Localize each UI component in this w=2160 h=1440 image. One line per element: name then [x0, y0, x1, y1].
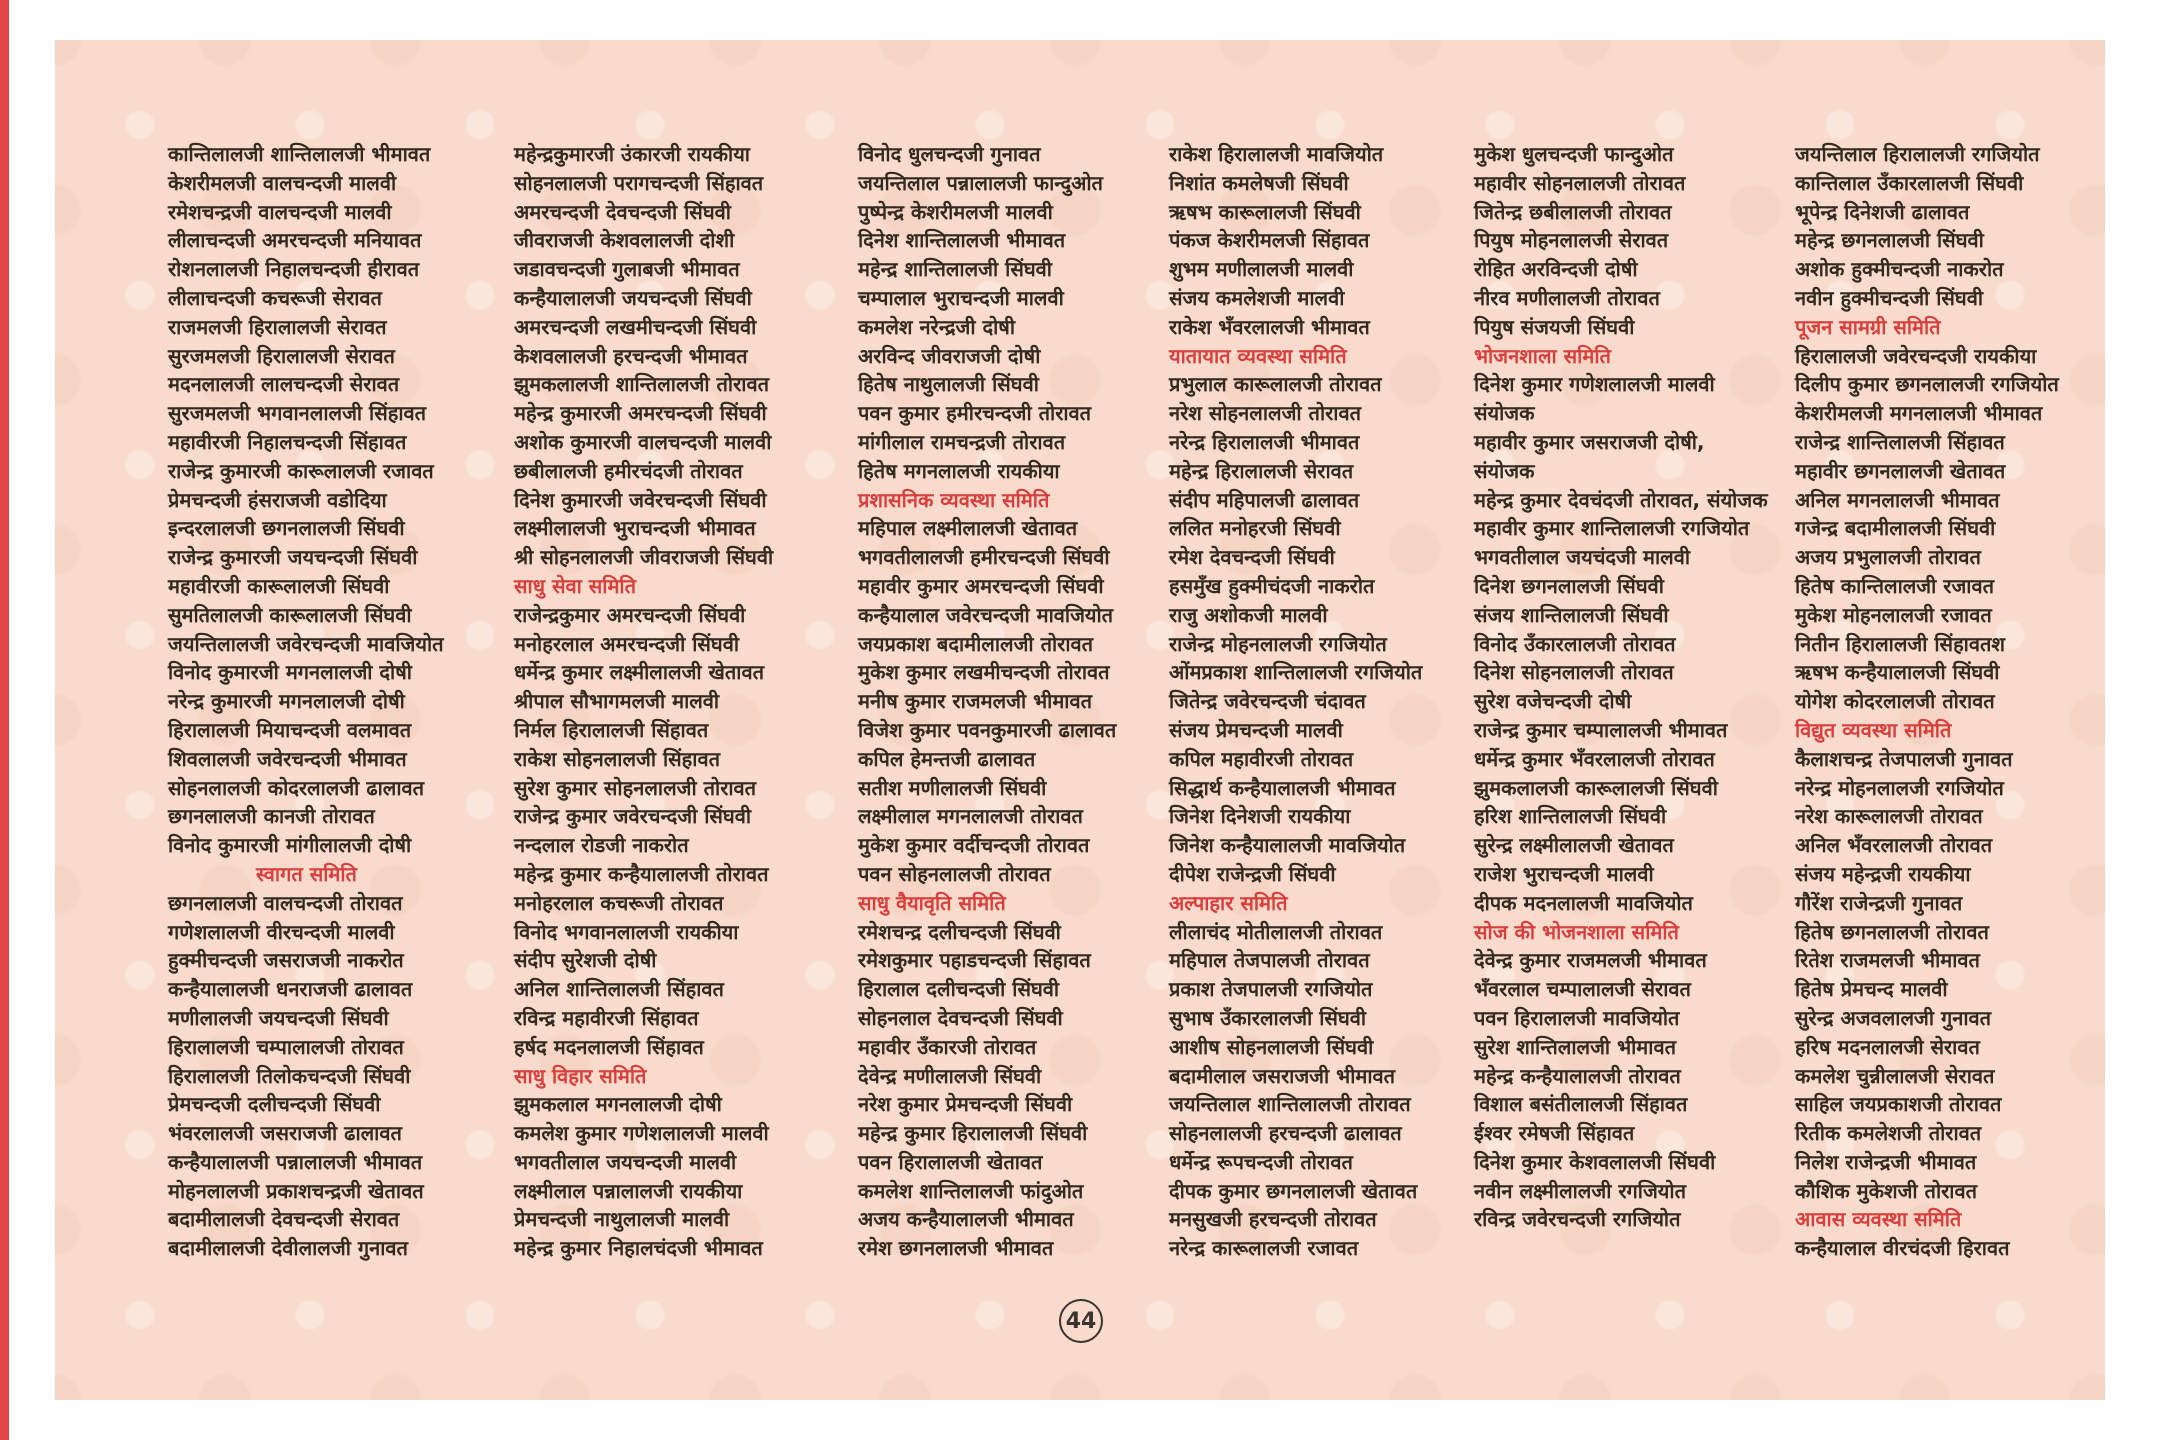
member-name: राजेश भुराचन्दजी मालवी — [1474, 861, 1654, 886]
member-name: रमेशचन्द्र दलीचन्दजी सिंघवी — [858, 919, 1061, 944]
member-name: हितेष कान्तिलालजी रजावत — [1795, 573, 1995, 598]
member-name: नरेन्द्र कारूलालजी रजावत — [1169, 1236, 1359, 1261]
member-name: जयप्रकाश बदामीलालजी तोरावत — [858, 631, 1094, 656]
member-name: संजय महेन्द्रजी रायकीया — [1795, 861, 1971, 886]
committee-heading: यातायात व्यवस्था समिति — [1169, 343, 1347, 368]
member-name: राजेन्द्र कुमारजी कारूलालजी रजावत — [168, 458, 434, 483]
member-name: प्रेमचन्दजी हंसराजजी वडोदिया — [168, 487, 387, 512]
member-name: पुष्पेन्द्र केशरीमलजी मालवी — [858, 199, 1053, 224]
member-name: बदामीलालजी देवचन्दजी सेरावत — [168, 1207, 400, 1232]
member-name: सोहनलालजी परागचन्दजी सिंहावत — [514, 170, 764, 195]
member-name: रितीक कमलेशजी तोरावत — [1795, 1121, 1982, 1146]
member-name: संयोजक — [1474, 458, 1535, 483]
member-name: रमेशचन्द्रजी वालचन्दजी मालवी — [168, 199, 392, 224]
member-name: महावीरजी कारूलालजी सिंघवी — [168, 573, 390, 598]
committee-heading: भोजनशाला समिति — [1474, 343, 1611, 368]
member-name: बदामीलालजी देवीलालजी गुनावत — [168, 1236, 408, 1261]
member-name: राजमलजी हिरालालजी सेरावत — [168, 314, 387, 339]
member-name: देवेन्द्र कुमार राजमलजी भीमावत — [1474, 948, 1707, 973]
member-name: कान्तिलालजी शान्तिलालजी भीमावत — [168, 142, 431, 166]
committee-heading: साधु विहार समिति — [514, 1063, 647, 1088]
member-name: अशोक हुक्मीचन्दजी नाकरोत — [1795, 257, 2004, 282]
member-name: महेन्द्र कुमार निहालचंदजी भीमावत — [514, 1236, 763, 1261]
member-name: संदीप महिपालजी ढालावत — [1169, 487, 1360, 512]
member-name: छगनलालजी कानजी तोरावत — [168, 804, 375, 829]
member-name: महेन्द्र कुमार कन्हैयालालजी तोरावत — [514, 861, 769, 886]
member-name: मनोहरलाल कचरूजी तोरावत — [514, 890, 724, 915]
member-name: अजय प्रभुलालजी तोरावत — [1795, 545, 1981, 570]
member-name: दिनेश सोहनलालजी तोरावत — [1474, 660, 1674, 685]
member-name: महेन्द्र कुमारजी अमरचन्दजी सिंघवी — [514, 401, 767, 426]
member-name: विनोद कुमारजी मांगीलालजी दोषी — [168, 833, 412, 858]
member-name: दिनेश कुमार केशवलालजी सिंघवी — [1474, 1149, 1716, 1174]
member-name: महिपाल तेजपालजी तोरावत — [1169, 948, 1370, 973]
member-name: विनोद भगवानलालजी रायकीया — [514, 919, 739, 944]
member-name: सुरजमलजी हिरालालजी सेरावत — [168, 343, 395, 368]
member-name: रमेशकुमार पहाडचन्दजी सिंहावत — [858, 948, 1091, 973]
member-name: मणीलालजी जयचन्दजी सिंघवी — [168, 1005, 389, 1030]
member-name: कपिल हेमन्तजी ढालावत — [858, 746, 1036, 771]
member-name: ओंमप्रकाश शान्तिलालजी रगजियोत — [1169, 660, 1423, 685]
member-name: कमलेश चुन्नीलालजी सेरावत — [1795, 1063, 1995, 1088]
member-name: महेन्द्र हिरालालजी सेरावत — [1169, 458, 1354, 483]
member-name: रविन्द्र जवेरचन्दजी रगजियोत — [1474, 1207, 1681, 1232]
member-name: जीवराजजी केशवलालजी दोशी — [514, 228, 735, 253]
member-name: जितेन्द्र छबीलालजी तोरावत — [1474, 199, 1672, 224]
member-name: जयन्तिलाल पन्नालालजी फान्दुओत — [858, 170, 1103, 195]
member-name: लीलाचन्दजी अमरचन्दजी मनियावत — [168, 228, 422, 253]
member-name: मनसुखजी हरचन्दजी तोरावत — [1169, 1207, 1377, 1232]
committee-heading: साधु वैयावृति समिति — [858, 890, 1006, 915]
member-name: कौशिक मुकेशजी तोरावत — [1795, 1178, 1978, 1203]
member-name: इन्दरलालजी छगनलालजी सिंघवी — [168, 516, 405, 541]
member-name: हरिश शान्तिलालजी सिंघवी — [1474, 804, 1667, 829]
member-name: नरेन्द्र मोहनलालजी रगजियोत — [1795, 775, 2004, 800]
member-name: पियुष संजयजी सिंघवी — [1474, 314, 1635, 339]
member-name: अनिल मगनलालजी भीमावत — [1795, 487, 2000, 512]
member-name: केशवलालजी हरचन्दजी भीमावत — [514, 343, 748, 368]
member-name: जयन्तिलाल हिरालालजी रगजियोत — [1795, 142, 2040, 166]
member-name: गणेशलालजी वीरचन्दजी मालवी — [168, 919, 395, 944]
page-edge-red-strip — [0, 0, 9, 1440]
member-name: सुरेन्द्र अजवलालजी गुनावत — [1795, 1005, 1992, 1030]
member-name: महेन्द्र कन्हैयालालजी तोरावत — [1474, 1063, 1681, 1088]
member-name: मनोहरलाल अमरचन्दजी सिंघवी — [514, 631, 740, 656]
committee-heading: सोज की भोजनशाला समिति — [1474, 919, 1679, 944]
member-name: राजु अशोकजी मालवी — [1169, 602, 1328, 627]
member-name: हितेष प्रेमचन्द मालवी — [1795, 977, 1948, 1002]
member-name: हितेष मगनलालजी रायकीया — [858, 458, 1060, 483]
member-name: दीपक मदनलालजी मावजियोत — [1474, 890, 1693, 915]
member-name: मुकेश धुलचन्दजी फान्दुओत — [1474, 142, 1674, 166]
member-name: सुरेन्द्र लक्ष्मीलालजी खेतावत — [1474, 833, 1674, 858]
member-name: महेन्द्र शान्तिलालजी सिंघवी — [858, 257, 1052, 282]
member-name: मुकेश मोहनलालजी रजावत — [1795, 602, 1992, 627]
member-name: राजेन्द्र कुमार जवेरचन्दजी सिंघवी — [514, 804, 752, 829]
name-column — [168, 140, 444, 1263]
member-name: मदनलालजी लालचन्दजी सेरावत — [168, 372, 400, 397]
member-name: सुमतिलालजी कारूलालजी सिंघवी — [168, 602, 412, 627]
member-name: छगनलालजी वालचन्दजी तोरावत — [168, 890, 403, 915]
member-name: महेन्द्र कुमार देवचंदजी तोरावत, संयोजक — [1474, 487, 1768, 512]
member-name: लक्ष्मीलाल पन्नालालजी रायकीया — [514, 1178, 743, 1203]
name-column — [1795, 140, 2059, 1263]
member-name: सुरेश शान्तिलालजी भीमावत — [1474, 1034, 1676, 1059]
member-name: नरेन्द्र कुमारजी मगनलालजी दोषी — [168, 689, 405, 714]
member-name: अमरचन्दजी लखमीचन्दजी सिंघवी — [514, 314, 757, 339]
member-name: हिरालालजी मियाचन्दजी वलमावत — [168, 717, 412, 742]
member-name: भंवरलालजी जसराजजी ढालावत — [168, 1121, 402, 1146]
member-name: प्रेमचन्दजी दलीचन्दजी सिंघवी — [168, 1092, 381, 1117]
member-name: गौरेंश राजेन्द्रजी गुनावत — [1795, 890, 1963, 915]
member-name: राजेन्द्र कुमारजी जयचन्दजी सिंघवी — [168, 545, 418, 570]
member-name: पवन हिरालालजी खेतावत — [858, 1149, 1043, 1174]
member-name: महावीर कुमार शान्तिलालजी रगजियोत — [1474, 516, 1750, 541]
member-name: देवेन्द्र मणीलालजी सिंघवी — [858, 1063, 1042, 1088]
member-name: केशरीमलजी मगनलालजी भीमावत — [1795, 401, 2043, 426]
member-name: विनोद धुलचन्दजी गुनावत — [858, 142, 1041, 166]
member-name: आशीष सोहनलालजी सिंघवी — [1169, 1034, 1374, 1059]
page-panel — [55, 40, 2105, 1400]
member-name: निर्मल हिरालालजी सिंहावत — [514, 717, 709, 742]
member-name: कन्हैयालालजी जयचन्दजी सिंघवी — [514, 285, 752, 310]
member-name: संदीप सुरेशजी दोषी — [514, 948, 657, 973]
member-name: विनोद कुमारजी मगनलालजी दोषी — [168, 660, 412, 685]
member-name: कैलाशचन्द्र तेजपालजी गुनावत — [1795, 746, 2013, 771]
member-name: दीपेश राजेन्द्रजी सिंघवी — [1169, 861, 1336, 886]
member-name: भगवतीलाल जयचन्दजी मालवी — [514, 1149, 737, 1174]
member-name: निलेश राजेन्द्रजी भीमावत — [1795, 1149, 1977, 1174]
member-name: छबीलालजी हमीरचंदजी तोरावत — [514, 458, 743, 483]
member-name: सोहनलाल देवचन्दजी सिंघवी — [858, 1005, 1063, 1030]
member-name: सिद्धार्थ कन्हैयालालजी भीमावत — [1169, 775, 1396, 800]
member-name: हसमुँख हुक्मीचंदजी नाकरोत — [1169, 573, 1375, 598]
member-name: कपिल महावीरजी तोरावत — [1169, 746, 1354, 771]
member-name: लक्ष्मीलालजी भुराचन्दजी भीमावत — [514, 516, 756, 541]
member-name: संयोजक — [1474, 401, 1535, 426]
member-name: विशाल बसंतीलालजी सिंहावत — [1474, 1092, 1688, 1117]
member-name: जिनेश दिनेशजी रायकीया — [1169, 804, 1351, 829]
member-name: ऋषभ कारूलालजी सिंघवी — [1169, 199, 1361, 224]
member-name: मोहनलालजी प्रकाशचन्द्रजी खेतावत — [168, 1178, 424, 1203]
member-name: हरिष मदनलालजी सेरावत — [1795, 1034, 1980, 1059]
member-name: दिलीप कुमार छगनलालजी रगजियोत — [1795, 372, 2059, 397]
member-name: अनिल शान्तिलालजी सिंहावत — [514, 977, 724, 1002]
member-name: विनोद उँकारलालजी तोरावत — [1474, 631, 1676, 656]
member-name: सोहनलालजी हरचन्दजी ढालावत — [1169, 1121, 1402, 1146]
committee-heading: प्रशासनिक व्यवस्था समिति — [858, 487, 1050, 512]
member-name: रमेश देवचन्दजी सिंघवी — [1169, 545, 1335, 570]
member-name: दिनेश कुमार गणेशलालजी मालवी — [1474, 372, 1715, 397]
member-name: राकेश सोहनलालजी सिंहावत — [514, 746, 721, 771]
member-name: महेन्द्र छगनलालजी सिंघवी — [1795, 228, 1984, 253]
member-name: पवन सोहनलालजी तोरावत — [858, 861, 1051, 886]
page-number-badge — [1059, 1299, 1103, 1343]
member-name: पंकज केशरीमलजी सिंहावत — [1169, 228, 1370, 253]
member-name: जडावचन्दजी गुलाबजी भीमावत — [514, 257, 740, 282]
member-name: रविन्द्र महावीरजी सिंहावत — [514, 1005, 699, 1030]
member-name: केशरीमलजी वालचन्दजी मालवी — [168, 170, 397, 195]
member-name: संजय शान्तिलालजी सिंघवी — [1474, 602, 1669, 627]
member-name: हितेष छगनलालजी तोरावत — [1795, 919, 1989, 944]
member-name: हुक्मीचन्दजी जसराजजी नाकरोत — [168, 948, 404, 973]
member-name: लक्ष्मीलाल मगनलालजी तोरावत — [858, 804, 1083, 829]
committee-heading: साधु सेवा समिति — [514, 573, 636, 598]
member-name: महावीर छगनलालजी खेतावत — [1795, 458, 2006, 483]
member-name: अशोक कुमारजी वालचन्दजी मालवी — [514, 429, 772, 454]
name-column — [514, 140, 773, 1263]
member-name: पवन हिरालालजी मावजियोत — [1474, 1005, 1680, 1030]
member-name: महावीर कुमार जसराजजी दोषी, — [1474, 429, 1705, 454]
name-column — [1169, 140, 1422, 1263]
member-name: महावीरजी निहालचन्दजी सिंहावत — [168, 429, 407, 454]
member-name: चम्पालाल भुराचन्दजी मालवी — [858, 285, 1064, 310]
member-name: नवीन हुक्मीचन्दजी सिंघवी — [1795, 285, 1984, 310]
member-name: महेन्द्रकुमारजी उंकारजी रायकीया — [514, 142, 750, 166]
member-name: सुरेश कुमार सोहनलालजी तोरावत — [514, 775, 757, 800]
member-name: राजेन्द्र मोहनलालजी रगजियोत — [1169, 631, 1387, 656]
member-name: निशांत कमलेषजी सिंघवी — [1169, 170, 1349, 195]
member-name: रोहित अरविन्दजी दोषी — [1474, 257, 1638, 282]
member-name: मांगीलाल रामचन्द्रजी तोरावत — [858, 429, 1066, 454]
member-name: महावीर उँकारजी तोरावत — [858, 1034, 1037, 1059]
member-name: झुमकलाल मगनलालजी दोषी — [514, 1092, 722, 1117]
member-name: दिनेश शान्तिलालजी भीमावत — [858, 228, 1066, 253]
member-name: महावीर सोहनलालजी तोरावत — [1474, 170, 1686, 195]
member-name: अमरचन्दजी देवचन्दजी सिंघवी — [514, 199, 731, 224]
member-name: जितेन्द्र जवेरचन्दजी चंदावत — [1169, 689, 1366, 714]
member-name: बदामीलाल जसराजजी भीमावत — [1169, 1063, 1396, 1088]
member-name: जयन्तिलाल शान्तिलालजी तोरावत — [1169, 1092, 1411, 1117]
member-name: योगेश कोदरलालजी तोरावत — [1795, 689, 1995, 714]
committee-heading: आवास व्यवस्था समिति — [1795, 1207, 1962, 1232]
member-name: कन्हैयालालजी पन्नालालजी भीमावत — [168, 1149, 423, 1174]
member-name: राकेश हिरालालजी मावजियोत — [1169, 142, 1384, 166]
member-name: हिरालाल दलीचन्दजी सिंघवी — [858, 977, 1060, 1002]
member-name: भगवतीलालजी हमीरचन्दजी सिंघवी — [858, 545, 1110, 570]
member-name: सुभाष उँकारलालजी सिंघवी — [1169, 1005, 1367, 1030]
member-name: झुमकलालजी कारूलालजी सिंघवी — [1474, 775, 1718, 800]
member-name: महिपाल लक्ष्मीलालजी खेतावत — [858, 516, 1078, 541]
member-name: संजय प्रेमचन्दजी मालवी — [1169, 717, 1343, 742]
member-name: सुरेश वजेचन्दजी दोषी — [1474, 689, 1632, 714]
member-name: धर्मेन्द्र कुमार भँवरलालजी तोरावत — [1474, 746, 1715, 771]
member-name: कान्तिलाल उँकारलालजी सिंघवी — [1795, 170, 2024, 195]
member-name: कन्हैयालालजी धनराजजी ढालावत — [168, 977, 413, 1002]
member-name: राजेन्द्रकुमार अमरचन्दजी सिंघवी — [514, 602, 746, 627]
member-name: मुकेश कुमार वर्दीचन्दजी तोरावत — [858, 833, 1090, 858]
committee-heading: अल्पाहार समिति — [1169, 890, 1288, 915]
member-name: कन्हैयालाल वीरचंदजी हिरावत — [1795, 1236, 2010, 1261]
member-name: ऋषभ कन्हैयालालजी सिंघवी — [1795, 660, 2000, 685]
member-name: जिनेश कन्हैयालालजी मावजियोत — [1169, 833, 1406, 858]
member-name: हर्षद मदनलालजी सिंहावत — [514, 1034, 704, 1059]
member-name: दिनेश छगनलालजी सिंघवी — [1474, 573, 1664, 598]
member-name: अनिल भँवरलालजी तोरावत — [1795, 833, 1993, 858]
member-name: प्रेमचन्दजी नाथुलालजी मालवी — [514, 1207, 730, 1232]
member-name: प्रभुलाल कारूलालजी तोरावत — [1169, 372, 1382, 397]
member-name: गजेन्द्र बदामीलालजी सिंघवी — [1795, 516, 1996, 541]
member-name: कमलेश शान्तिलालजी फांदुओत — [858, 1178, 1084, 1203]
member-name: राजेन्द्र कुमार चम्पालालजी भीमावत — [1474, 717, 1728, 742]
member-name: ईश्वर रमेषजी सिंहावत — [1474, 1121, 1635, 1146]
member-name: अजय कन्हैयालालजी भीमावत — [858, 1207, 1074, 1232]
committee-heading: विद्युत व्यवस्था समिति — [1795, 717, 1952, 742]
member-name: जयन्तिलालजी जवेरचन्दजी मावजियोत — [168, 631, 444, 656]
name-column — [1474, 140, 1768, 1234]
member-name: नवीन लक्ष्मीलालजी रगजियोत — [1474, 1178, 1686, 1203]
member-name: नीरव मणीलालजी तोरावत — [1474, 285, 1660, 310]
page-number: 44 — [1065, 1308, 1097, 1334]
member-name: नितीन हिरालालजी सिंहावतश — [1795, 631, 2005, 656]
member-name: दीपक कुमार छगनलालजी खेतावत — [1169, 1178, 1418, 1203]
member-name: पियुष मोहनलालजी सेरावत — [1474, 228, 1669, 253]
member-name: सुरजमलजी भगवानलालजी सिंहावत — [168, 401, 427, 426]
member-name: धर्मेन्द्र रूपचन्दजी तोरावत — [1169, 1149, 1353, 1174]
member-name: नरेश कुमार प्रेमचन्दजी सिंघवी — [858, 1092, 1073, 1117]
member-name: ललित मनोहरजी सिंघवी — [1169, 516, 1341, 541]
member-name: हितेष नाथुलालजी सिंघवी — [858, 372, 1039, 397]
member-name: अरविन्द जीवराजजी दोषी — [858, 343, 1041, 368]
member-name: पवन कुमार हमीरचन्दजी तोरावत — [858, 401, 1092, 426]
member-name: विजेश कुमार पवनकुमारजी ढालावत — [858, 717, 1117, 742]
member-name: मनीष कुमार राजमलजी भीमावत — [858, 689, 1093, 714]
member-name: सोहनलालजी कोदरलालजी ढालावत — [168, 775, 425, 800]
member-name: नन्दलाल रोडजी नाकरोत — [514, 833, 689, 858]
member-name: शिवलालजी जवेरचन्दजी भीमावत — [168, 746, 407, 771]
member-name: रोशनलालजी निहालचन्दजी हीरावत — [168, 257, 420, 282]
member-name: शुभम मणीलालजी मालवी — [1169, 257, 1354, 282]
member-name: मुकेश कुमार लखमीचन्दजी तोरावत — [858, 660, 1110, 685]
member-name: महावीर कुमार अमरचन्दजी सिंघवी — [858, 573, 1104, 598]
member-name: भगवतीलाल जयचंदजी मालवी — [1474, 545, 1691, 570]
member-name: रमेश छगनलालजी भीमावत — [858, 1236, 1054, 1261]
member-name: महेन्द्र कुमार हिरालालजी सिंघवी — [858, 1121, 1088, 1146]
member-name: राजेन्द्र शान्तिलालजी सिंहावत — [1795, 429, 2005, 454]
member-name: नरेश कारूलालजी तोरावत — [1795, 804, 1983, 829]
member-name: कमलेश कुमार गणेशलालजी मालवी — [514, 1121, 769, 1146]
member-name: प्रकाश तेजपालजी रगजियोत — [1169, 977, 1373, 1002]
member-name: साहिल जयप्रकाशजी तोरावत — [1795, 1092, 2002, 1117]
member-name: कमलेश नरेन्द्रजी दोषी — [858, 314, 1016, 339]
member-name: भूपेन्द्र दिनेशजी ढालावत — [1795, 199, 1970, 224]
member-name: कन्हैयालाल जवेरचन्दजी मावजियोत — [858, 602, 1114, 627]
member-name: धर्मेन्द्र कुमार लक्ष्मीलालजी खेतावत — [514, 660, 765, 685]
member-name: झुमकलालजी शान्तिलालजी तोरावत — [514, 372, 769, 397]
member-name: लीलाचन्दजी कचरूजी सेरावत — [168, 285, 382, 310]
member-name: श्री सोहनलालजी जीवराजजी सिंघवी — [514, 545, 774, 570]
member-name: रितेश राजमलजी भीमावत — [1795, 948, 1980, 973]
member-name: सतीश मणीलालजी सिंघवी — [858, 775, 1047, 800]
member-name: राकेश भँवरलालजी भीमावत — [1169, 314, 1370, 339]
member-name: भँवरलाल चम्पालालजी सेरावत — [1474, 977, 1691, 1002]
member-name: श्रीपाल सौभागमलजी मालवी — [514, 689, 720, 714]
member-name: हिरालालजी तिलोकचन्दजी सिंघवी — [168, 1063, 411, 1088]
member-name: लीलाचंद मोतीलालजी तोरावत — [1169, 919, 1383, 944]
member-name: दिनेश कुमारजी जवेरचन्दजी सिंघवी — [514, 487, 767, 512]
committee-heading: पूजन सामग्री समिति — [1795, 314, 1941, 339]
member-name: नरेश सोहनलालजी तोरावत — [1169, 401, 1362, 426]
committee-heading: स्वागत समिति — [256, 861, 357, 886]
member-name: नरेन्द्र हिरालालजी भीमावत — [1169, 429, 1360, 454]
member-name: संजय कमलेशजी मालवी — [1169, 285, 1345, 310]
member-name: हिरालालजी चम्पालालजी तोरावत — [168, 1034, 404, 1059]
name-column — [858, 140, 1116, 1263]
member-name: हिरालालजी जवेरचन्दजी रायकीया — [1795, 343, 2037, 368]
